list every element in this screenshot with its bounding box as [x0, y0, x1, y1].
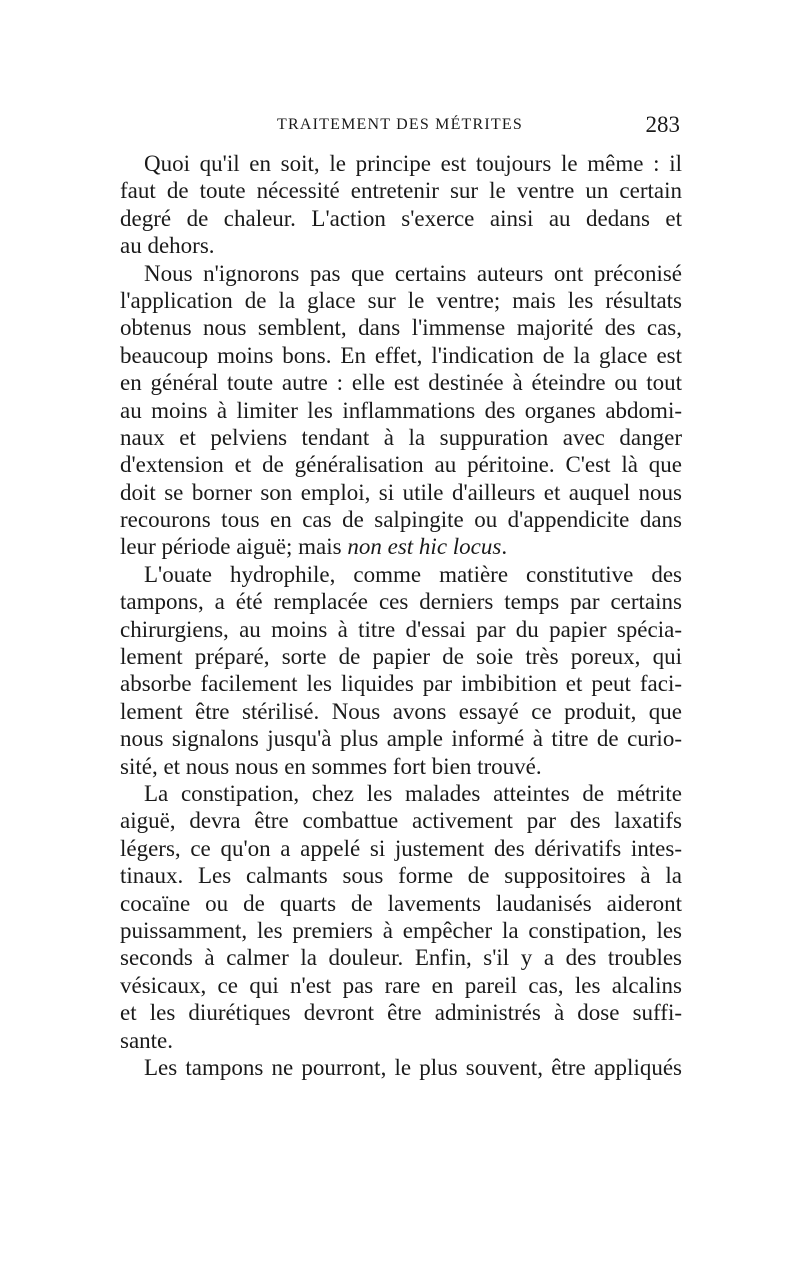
- text-line: d'extension et de généralisation au péritoine. C'est là que: [120, 452, 682, 478]
- text-line: Quoi qu'il en soit, le principe est toujours le même : il: [144, 151, 682, 176]
- text-line: cocaïne ou de quarts de lavements laudanisés aideront: [120, 890, 682, 916]
- text-line: l'application de la glace sur le ventre; mais les résultats: [120, 287, 682, 313]
- running-header: [120, 112, 680, 142]
- text-line: au moins à limiter les inflammations des organes abdomi-: [120, 397, 682, 423]
- text-line: puissamment, les premiers à empêcher la constipation, les: [120, 917, 682, 943]
- text-line: et les diurétiques devront être administrés à dose suffi-: [120, 1000, 682, 1026]
- text-line: recourons tous en cas de salpingite ou d'appendicite dans: [120, 507, 682, 533]
- text-line: lement être stérilisé. Nous avons essayé ce produit, que: [120, 698, 682, 724]
- latin-phrase: non est hic locus: [347, 534, 502, 560]
- text-line: faut de toute nécessité entretenir sur le ventre un certain: [120, 178, 682, 204]
- text-line: doit se borner son emploi, si utile d'ailleurs et auquel nous: [120, 479, 682, 505]
- text-line: L'ouate hydrophile, comme matière constitutive des: [144, 561, 682, 587]
- text-line: seconds à calmer la douleur. Enfin, s'il y a des troubles: [120, 945, 682, 971]
- text-line: Les tampons ne pourront, le plus souvent, être appliqués: [144, 1054, 682, 1080]
- text-line: en général toute autre : elle est destinée à éteindre ou tout: [120, 370, 682, 396]
- text-line: sante.: [120, 1027, 174, 1053]
- text-line: sité, et nous nous en sommes fort bien trouvé.: [120, 753, 542, 779]
- text-line: nous signalons jusqu'à plus ample informé à titre de curio-: [120, 726, 682, 752]
- text-line: beaucoup moins bons. En effet, l'indication de la glace est: [120, 342, 682, 368]
- text-line: aiguë, devra être combattue activement par des laxatifs: [120, 808, 682, 834]
- text-line: tampons, a été remplacée ces derniers temps par certains: [120, 589, 682, 615]
- text-line: Nous n'ignorons pas que certains auteurs ont préconisé: [144, 260, 682, 286]
- header-title: TRAITEMENT DES MÉTRITES: [277, 116, 523, 133]
- text-line: vésicaux, ce qui n'est pas rare en pareil cas, les alcalins: [120, 972, 682, 998]
- text-line: au dehors.: [120, 233, 215, 259]
- text-line: tinaux. Les calmants sous forme de suppositoires à la: [120, 863, 682, 889]
- page-number: 283: [645, 112, 680, 137]
- text-line: légers, ce qu'on a appelé si justement des dérivatifs intes-: [120, 835, 682, 861]
- text-line: La constipation, chez les malades atteintes de métrite: [144, 780, 682, 806]
- text-line: chirurgiens, au moins à titre d'essai par du papier spécia-: [120, 616, 682, 642]
- body-text: [120, 150, 682, 1081]
- text-line: lement préparé, sorte de papier de soie très poreux, qui: [120, 644, 682, 670]
- text-line: obtenus nous semblent, dans l'immense majorité des cas,: [120, 315, 682, 341]
- text-line: absorbe facilement les liquides par imbibition et peut faci-: [120, 671, 682, 697]
- text-line: leur période aiguë; mais non est hic locus.: [120, 534, 508, 560]
- text-line: degré de chaleur. L'action s'exerce ainsi au dedans et: [120, 205, 682, 231]
- text-line: naux et pelviens tendant à la suppuration avec danger: [120, 424, 682, 450]
